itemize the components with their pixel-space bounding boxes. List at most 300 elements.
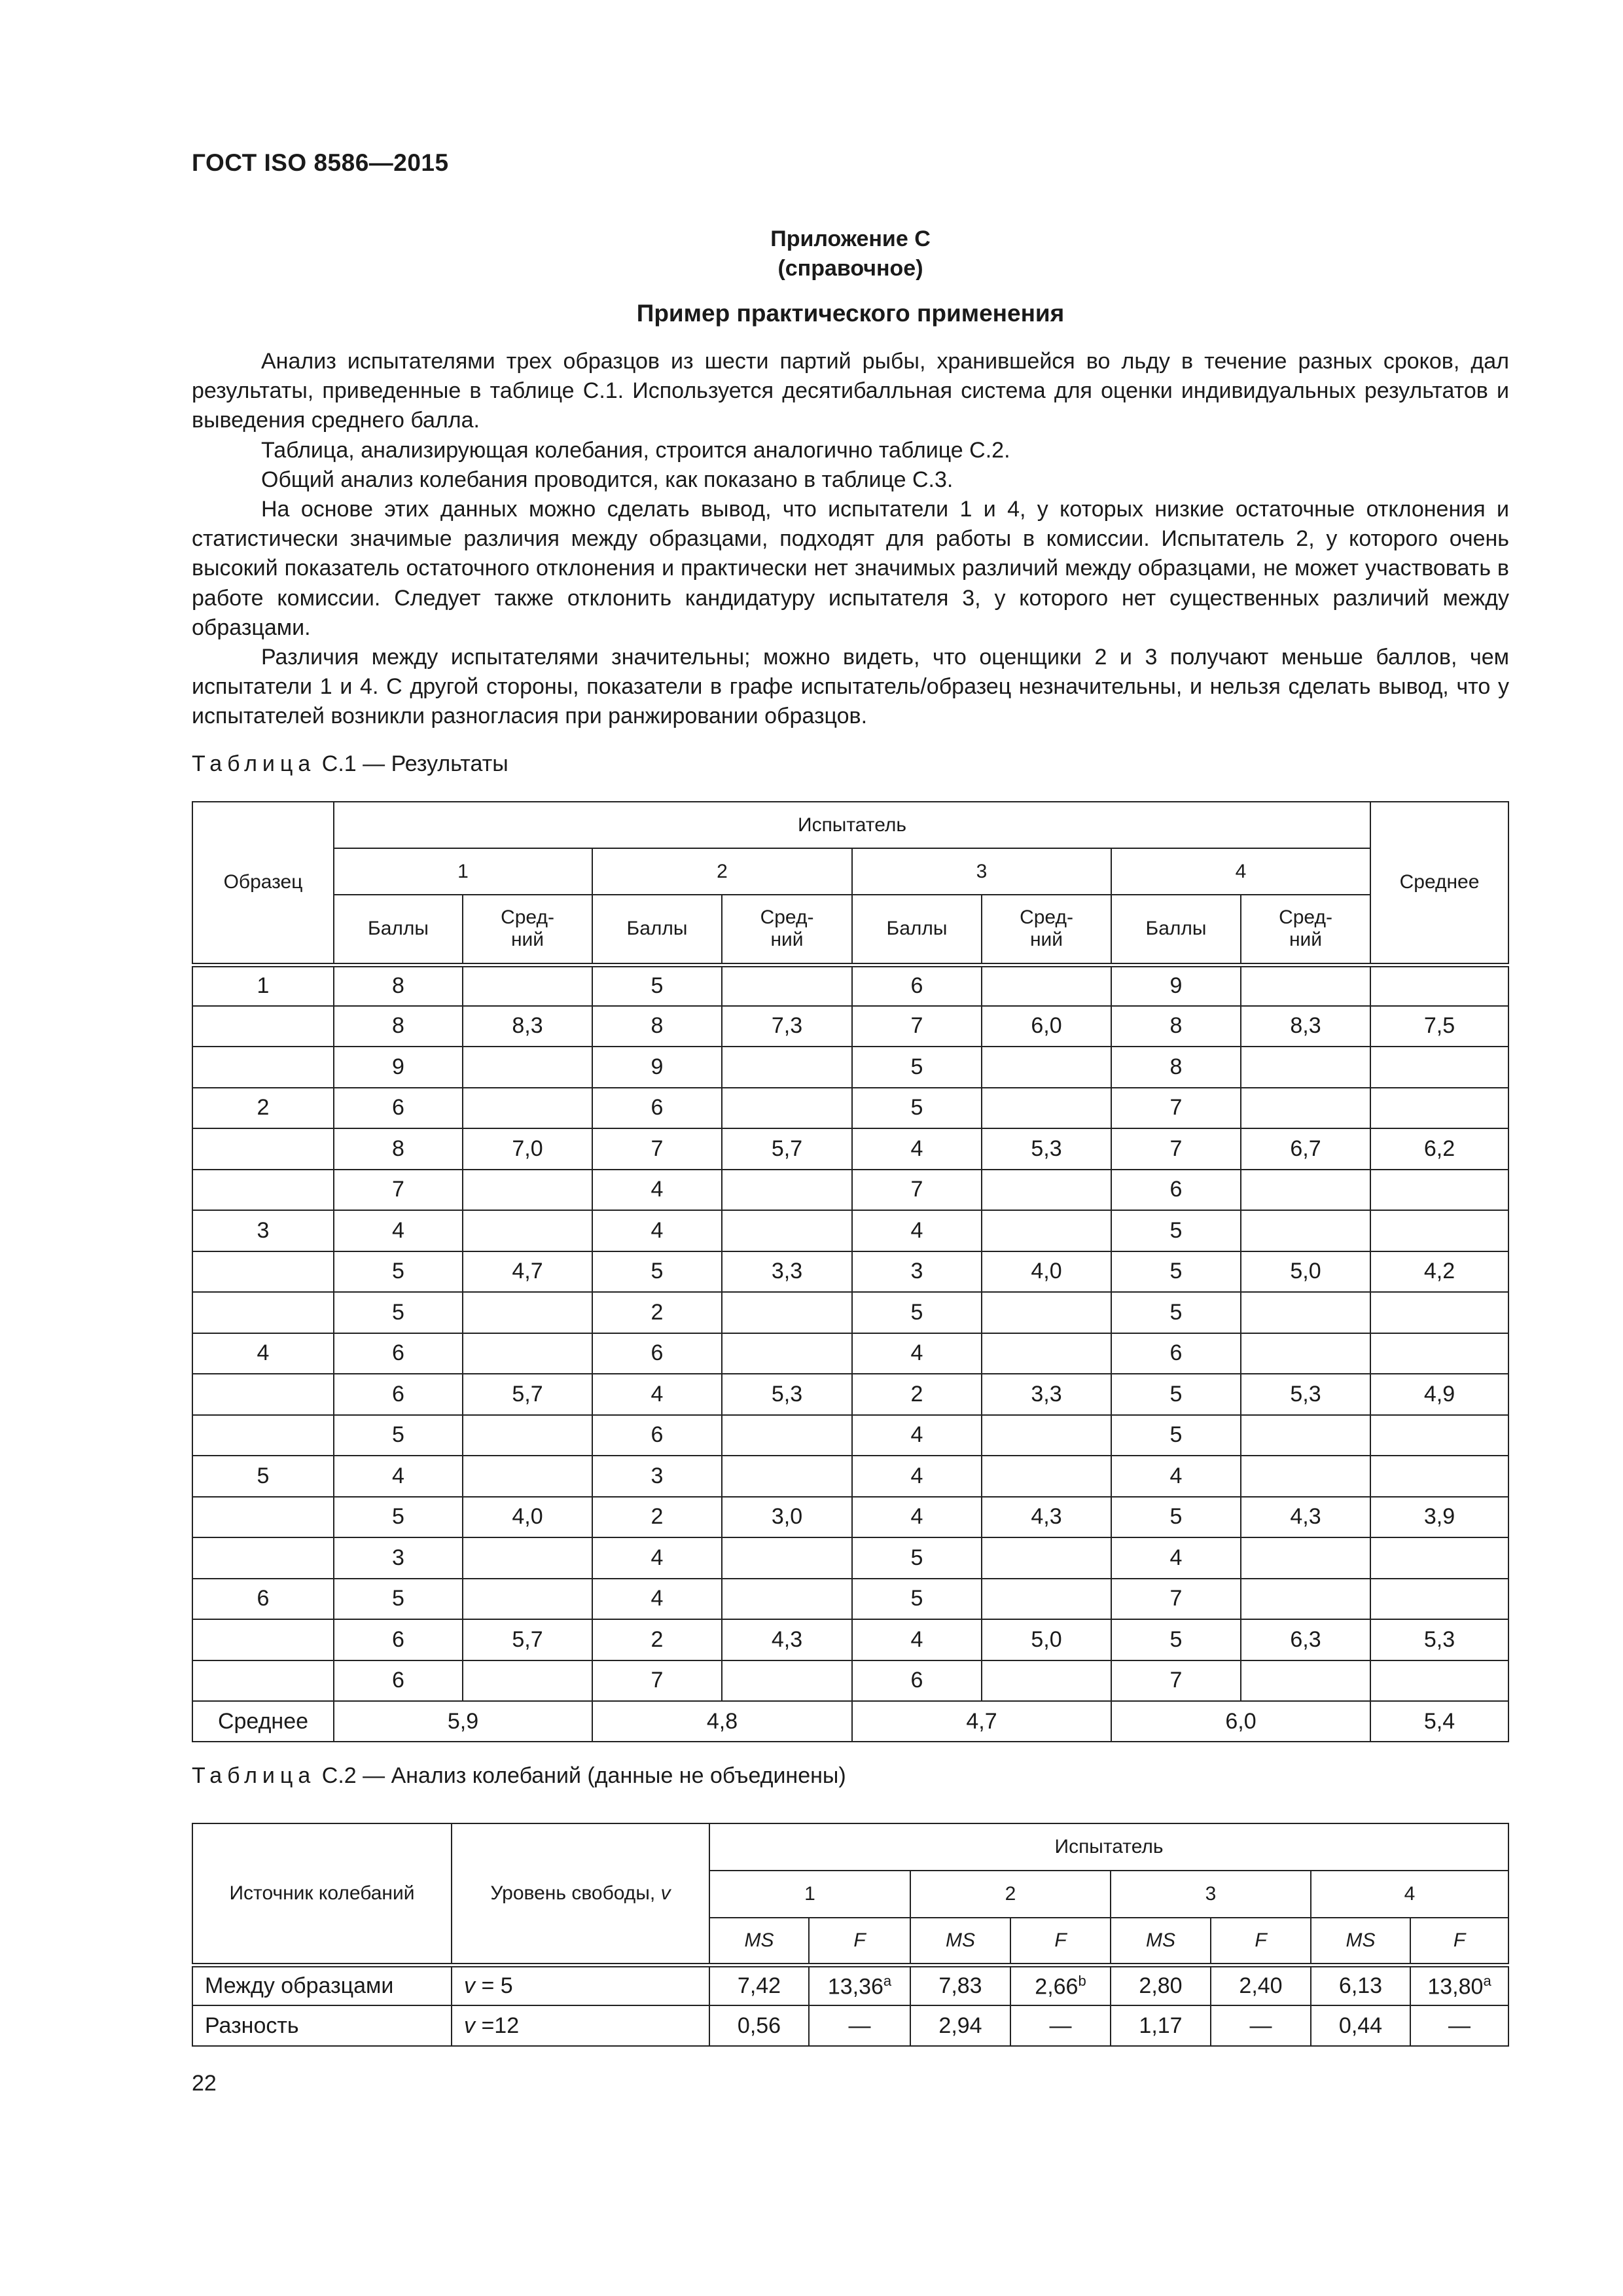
table-cell: 5 <box>334 1292 463 1333</box>
table-cell <box>982 1047 1111 1088</box>
body-text <box>192 347 1509 732</box>
f-header: F <box>809 1918 910 1965</box>
average-header <box>1241 895 1370 965</box>
table-cell: 5 <box>1111 1210 1241 1251</box>
table-cell: 6 <box>852 1660 982 1702</box>
table-cell: 6 <box>334 1333 463 1374</box>
mean-cell <box>1370 1333 1508 1374</box>
table-cell: 9 <box>592 1047 722 1088</box>
table-cell <box>982 1415 1111 1456</box>
table-row <box>192 1047 1508 1088</box>
paragraph: Анализ испытателями трех образцов из шести партий рыбы, хранившейся во льду в течение разных сроков, дал результаты, приведенные в таблице С.1. Используется десятибалльная система для оценки индивидуальных результатов и выведения среднего балла. <box>192 349 1509 433</box>
table-row <box>192 1210 1508 1251</box>
average-header <box>982 895 1111 965</box>
table-cell: 4 <box>1111 1456 1241 1497</box>
sample-cell <box>192 1660 334 1702</box>
cell-value: 2,94 <box>938 2013 982 2038</box>
footer-label: Среднее <box>192 1701 334 1742</box>
mean-cell: 7,5 <box>1370 1006 1508 1047</box>
table-row <box>192 965 1508 1006</box>
table-cell: 4,3 <box>722 1619 852 1660</box>
paragraph: На основе этих данных можно сделать вывод, что испытатели 1 и 4, у которых низкие остаточные отклонения и статистически значимые различия между образцами, подходят для работы в комиссии. Испытатель 2, у которого очень высокий показатель остаточного отклонения и практически нет значимых различий между образцами, не может участвовать в работе комиссии. Следует также отклонить кандидатуру испытателя 3, у которого нет существенных различий между образцами. <box>192 497 1509 640</box>
mean-cell: 5,3 <box>1370 1619 1508 1660</box>
dof-cell <box>452 2005 709 2046</box>
table-cell: 4 <box>852 1619 982 1660</box>
appendix-title: Приложение С <box>770 226 931 251</box>
table1-caption-text: С.1 — Результаты <box>321 751 508 776</box>
table-cell: 5,0 <box>982 1619 1111 1660</box>
table-cell: 6 <box>592 1088 722 1129</box>
f-cell <box>1410 2005 1508 2046</box>
table-cell <box>1241 1660 1370 1702</box>
table-cell: 6 <box>592 1333 722 1374</box>
cell-value: — <box>1448 2013 1471 2038</box>
average-header <box>722 895 852 965</box>
f-cell <box>1410 1965 1508 2005</box>
sample-cell <box>192 1170 334 1211</box>
table-cell: 2 <box>592 1292 722 1333</box>
table-cell: 6 <box>592 1415 722 1456</box>
table-cell <box>982 1579 1111 1620</box>
table-cell: 7,3 <box>722 1006 852 1047</box>
ms-header: MS <box>709 1918 809 1965</box>
table-cell: 7 <box>592 1660 722 1702</box>
table-cell: 4 <box>592 1170 722 1211</box>
table-cell: 5,7 <box>463 1619 592 1660</box>
f-cell <box>1211 1965 1311 2005</box>
ms-header: MS <box>910 1918 1010 1965</box>
mean-cell <box>1370 1415 1508 1456</box>
table-cell: 7 <box>1111 1128 1241 1170</box>
footer-mean-cell: 5,9 <box>334 1701 592 1742</box>
table-cell: 5,3 <box>722 1374 852 1415</box>
table-cell <box>1241 1047 1370 1088</box>
table-row <box>192 1128 1508 1170</box>
f-cell <box>1010 2005 1111 2046</box>
source-cell: Разность <box>192 2005 452 2046</box>
f-header: F <box>1410 1918 1508 1965</box>
variance-analysis-table <box>192 1823 1509 2047</box>
ms-cell <box>910 2005 1010 2046</box>
table-cell: 4 <box>852 1333 982 1374</box>
table-cell: 5 <box>592 1251 722 1293</box>
table-row <box>192 1006 1508 1047</box>
table-cell: 8,3 <box>1241 1006 1370 1047</box>
sample-cell <box>192 1619 334 1660</box>
table-cell <box>722 1088 852 1129</box>
table2-caption-text: С.2 — Анализ колебаний (данные не объединены) <box>321 1763 846 1788</box>
table-cell: 4 <box>334 1210 463 1251</box>
table-cell <box>1241 1456 1370 1497</box>
tester-number-header: 3 <box>852 848 1111 895</box>
sample-cell: 6 <box>192 1579 334 1620</box>
table-cell: 2 <box>592 1619 722 1660</box>
table-cell <box>463 1456 592 1497</box>
scores-header: Баллы <box>334 895 463 965</box>
average-header-line: ний <box>1029 929 1063 951</box>
average-header-line: ний <box>770 929 804 951</box>
table-cell: 6 <box>334 1088 463 1129</box>
f-header: F <box>1010 1918 1111 1965</box>
table-cell <box>1241 1088 1370 1129</box>
table-cell: 5 <box>1111 1619 1241 1660</box>
table-cell: 5 <box>852 1047 982 1088</box>
sample-cell <box>192 1497 334 1538</box>
table-cell: 4,7 <box>463 1251 592 1293</box>
sample-cell <box>192 1128 334 1170</box>
table-cell: 2 <box>592 1497 722 1538</box>
tester-number-header: 2 <box>592 848 852 895</box>
mean-cell <box>1370 1047 1508 1088</box>
table-cell: 5 <box>334 1415 463 1456</box>
cell-value: — <box>1049 2013 1072 2038</box>
table-cell: 6 <box>1111 1333 1241 1374</box>
table-cell: 4 <box>592 1210 722 1251</box>
mean-cell <box>1370 1456 1508 1497</box>
table-cell: 6,3 <box>1241 1619 1370 1660</box>
table-cell <box>1241 1415 1370 1456</box>
table-cell: 4 <box>592 1579 722 1620</box>
table-cell: 6 <box>334 1619 463 1660</box>
table-cell: 4 <box>852 1497 982 1538</box>
footnote-marker: a <box>883 1972 892 1989</box>
dof-symbol: v <box>464 1973 475 1998</box>
table-cell: 8 <box>1111 1006 1241 1047</box>
cell-value: 13,80 <box>1427 1973 1484 1999</box>
dof-symbol: v <box>660 1882 671 1904</box>
table-cell <box>463 1210 592 1251</box>
f-cell <box>1010 1965 1111 2005</box>
table-cell: 6 <box>334 1374 463 1415</box>
table1-caption <box>192 751 508 777</box>
table-cell <box>722 1415 852 1456</box>
table-cell: 8 <box>334 965 463 1006</box>
table-cell: 4,3 <box>982 1497 1111 1538</box>
average-header-line: ний <box>1289 929 1323 951</box>
table-cell <box>982 1170 1111 1211</box>
average-header-line: Сред- <box>760 906 814 929</box>
scores-header: Баллы <box>1111 895 1241 965</box>
dof-header-text: Уровень свободы, <box>490 1882 661 1904</box>
table-cell: 6,0 <box>982 1006 1111 1047</box>
table-row <box>192 1374 1508 1415</box>
sample-cell: 2 <box>192 1088 334 1129</box>
table-cell: 5 <box>852 1088 982 1129</box>
mean-cell <box>1370 1088 1508 1129</box>
mean-cell <box>1370 965 1508 1006</box>
f-cell <box>809 1965 910 2005</box>
table-cell: 5 <box>1111 1497 1241 1538</box>
footnote-marker: a <box>1483 1972 1491 1989</box>
table-row <box>192 1251 1508 1293</box>
table-cell: 3 <box>852 1251 982 1293</box>
table-cell: 6 <box>852 965 982 1006</box>
tester-number-header: 1 <box>334 848 592 895</box>
table1-caption-label: Таблица <box>192 751 316 776</box>
table-row <box>192 1415 1508 1456</box>
table-cell: 8 <box>1111 1047 1241 1088</box>
table-cell: 5 <box>1111 1292 1241 1333</box>
table-row <box>192 1660 1508 1702</box>
cell-value: 6,13 <box>1338 1973 1383 1998</box>
table-cell: 5 <box>1111 1374 1241 1415</box>
table-row <box>192 1292 1508 1333</box>
paragraph: Общий анализ колебания проводится, как показано в таблице С.3. <box>261 467 954 492</box>
table-cell <box>1241 965 1370 1006</box>
mean-cell <box>1370 1579 1508 1620</box>
document-code-header: ГОСТ ISO 8586—2015 <box>192 149 449 176</box>
table-cell: 9 <box>1111 965 1241 1006</box>
table-cell: 8 <box>334 1128 463 1170</box>
table-cell: 6 <box>334 1660 463 1702</box>
table-row <box>192 2005 1508 2046</box>
table-cell: 4 <box>592 1537 722 1579</box>
footnote-marker: b <box>1078 1972 1086 1989</box>
cell-value: 2,40 <box>1239 1973 1283 1998</box>
cell-value: 13,36 <box>827 1973 883 1999</box>
table-cell: 6 <box>1111 1170 1241 1211</box>
paragraph: Различия между испытателями значительны; можно видеть, что оценщики 2 и 3 получают меньше баллов, чем испытатели 1 и 4. С другой стороны, показатели в графе испытатель/образец незначительны, и нельзя сделать вывод, что у испытателей возникли разногласия при ранжировании образцов. <box>192 645 1509 729</box>
sample-cell: 3 <box>192 1210 334 1251</box>
page-number: 22 <box>192 2071 217 2096</box>
dof-cell <box>452 1965 709 2005</box>
sample-cell <box>192 1374 334 1415</box>
table-cell: 3 <box>592 1456 722 1497</box>
cell-value: 2,80 <box>1139 1973 1183 1998</box>
table-cell: 9 <box>334 1047 463 1088</box>
table-cell: 4 <box>852 1415 982 1456</box>
table-cell <box>463 1170 592 1211</box>
table-cell: 4,0 <box>982 1251 1111 1293</box>
sample-cell <box>192 1415 334 1456</box>
table-cell <box>722 1292 852 1333</box>
table-cell <box>722 965 852 1006</box>
table2-caption <box>192 1763 846 1789</box>
table-cell: 7 <box>1111 1660 1241 1702</box>
table-cell: 7 <box>334 1170 463 1211</box>
table-cell <box>722 1456 852 1497</box>
cell-value: 7,42 <box>737 1973 781 1998</box>
cell-value: 0,44 <box>1338 2013 1383 2038</box>
table-cell <box>982 1210 1111 1251</box>
dof-value: =12 <box>475 2013 520 2038</box>
average-header-line: Сред- <box>1279 906 1332 929</box>
table-cell: 7 <box>1111 1579 1241 1620</box>
table-cell <box>982 1537 1111 1579</box>
table-cell <box>463 1047 592 1088</box>
sample-cell <box>192 1537 334 1579</box>
table-cell: 5,0 <box>1241 1251 1370 1293</box>
table-cell <box>982 1088 1111 1129</box>
table-cell: 3 <box>334 1537 463 1579</box>
table-cell <box>722 1537 852 1579</box>
table-cell: 5 <box>592 965 722 1006</box>
sample-cell <box>192 1251 334 1293</box>
table-cell <box>982 965 1111 1006</box>
table-cell: 5 <box>334 1579 463 1620</box>
table-cell: 4 <box>1111 1537 1241 1579</box>
table-cell: 5,3 <box>1241 1374 1370 1415</box>
table-cell: 2 <box>852 1374 982 1415</box>
table-cell <box>1241 1292 1370 1333</box>
table-cell: 5,7 <box>722 1128 852 1170</box>
dof-header <box>452 1823 709 1965</box>
table-cell <box>722 1170 852 1211</box>
tester-number-header: 4 <box>1311 1871 1508 1918</box>
table-cell: 5 <box>1111 1415 1241 1456</box>
table-cell: 3,0 <box>722 1497 852 1538</box>
source-header: Источник колебаний <box>192 1823 452 1965</box>
table-cell: 4,0 <box>463 1497 592 1538</box>
mean-cell <box>1370 1537 1508 1579</box>
table-cell: 4 <box>334 1456 463 1497</box>
tester-number-header: 1 <box>709 1871 910 1918</box>
table-row <box>192 1456 1508 1497</box>
ms-cell <box>709 1965 809 2005</box>
cell-value: 2,66 <box>1035 1973 1079 1999</box>
tester-header: Испытатель <box>709 1823 1508 1871</box>
average-header <box>463 895 592 965</box>
table-cell: 5 <box>852 1579 982 1620</box>
footer-mean-cell: 6,0 <box>1111 1701 1370 1742</box>
table-cell: 8 <box>592 1006 722 1047</box>
tester-number-header: 3 <box>1111 1871 1311 1918</box>
table-cell: 5 <box>334 1497 463 1538</box>
table-cell: 5 <box>1111 1251 1241 1293</box>
ms-cell <box>910 1965 1010 2005</box>
table-cell: 7 <box>852 1170 982 1211</box>
table-cell: 5 <box>334 1251 463 1293</box>
cell-value: 1,17 <box>1139 2013 1183 2038</box>
table-cell: 6,7 <box>1241 1128 1370 1170</box>
average-header-line: ний <box>510 929 544 951</box>
table-cell: 5,3 <box>982 1128 1111 1170</box>
table-cell: 3,3 <box>982 1374 1111 1415</box>
table-cell <box>982 1292 1111 1333</box>
table-cell: 7,0 <box>463 1128 592 1170</box>
table-cell: 3,3 <box>722 1251 852 1293</box>
footer-mean-cell: 4,8 <box>592 1701 852 1742</box>
ms-cell <box>1111 2005 1211 2046</box>
ms-cell <box>709 2005 809 2046</box>
ms-cell <box>1311 1965 1410 2005</box>
table-cell: 7 <box>852 1006 982 1047</box>
scores-header: Баллы <box>852 895 982 965</box>
table-cell: 4 <box>852 1210 982 1251</box>
cell-value: — <box>848 2013 871 2038</box>
sample-cell <box>192 1006 334 1047</box>
table-cell <box>463 1333 592 1374</box>
f-cell <box>1211 2005 1311 2046</box>
table-cell <box>982 1456 1111 1497</box>
table-cell <box>1241 1210 1370 1251</box>
table-cell: 7 <box>592 1128 722 1170</box>
section-title: Пример практического применения <box>636 300 1065 327</box>
table-cell <box>463 1292 592 1333</box>
sample-cell <box>192 1047 334 1088</box>
sample-cell <box>192 1292 334 1333</box>
table-cell <box>463 1579 592 1620</box>
table-cell <box>463 1537 592 1579</box>
tester-header: Испытатель <box>334 802 1370 848</box>
table-row <box>192 1537 1508 1579</box>
ms-header: MS <box>1111 1918 1211 1965</box>
table-cell <box>1241 1170 1370 1211</box>
average-header-line: Сред- <box>501 906 554 929</box>
table-cell <box>722 1333 852 1374</box>
tester-number-header: 4 <box>1111 848 1370 895</box>
cell-value: 0,56 <box>737 2013 781 2038</box>
table1-footer-row <box>192 1701 1508 1742</box>
footer-mean-cell: 4,7 <box>852 1701 1111 1742</box>
cell-value: — <box>1249 2013 1272 2038</box>
table-cell <box>463 1415 592 1456</box>
appendix-type: (справочное) <box>777 256 923 281</box>
table2-caption-label: Таблица <box>192 1763 316 1788</box>
ms-cell <box>1111 1965 1211 2005</box>
average-header-line: Сред- <box>1020 906 1073 929</box>
mean-cell: 4,2 <box>1370 1251 1508 1293</box>
table-cell <box>1241 1333 1370 1374</box>
table-cell <box>1241 1579 1370 1620</box>
table-cell <box>722 1579 852 1620</box>
table-cell: 5 <box>852 1537 982 1579</box>
sample-cell: 5 <box>192 1456 334 1497</box>
table-row <box>192 1333 1508 1374</box>
f-header: F <box>1211 1918 1311 1965</box>
table-cell: 4 <box>852 1456 982 1497</box>
table-cell <box>982 1660 1111 1702</box>
mean-cell <box>1370 1170 1508 1211</box>
table-row <box>192 1088 1508 1129</box>
mean-cell: 4,9 <box>1370 1374 1508 1415</box>
table-cell <box>982 1333 1111 1374</box>
mean-cell: 3,9 <box>1370 1497 1508 1538</box>
mean-cell: 6,2 <box>1370 1128 1508 1170</box>
table-row <box>192 1619 1508 1660</box>
table-cell <box>463 965 592 1006</box>
footer-mean-cell: 5,4 <box>1370 1701 1508 1742</box>
sample-cell: 4 <box>192 1333 334 1374</box>
table-cell: 7 <box>1111 1088 1241 1129</box>
table-cell <box>1241 1537 1370 1579</box>
sample-cell: 1 <box>192 965 334 1006</box>
table-cell <box>463 1660 592 1702</box>
table-row <box>192 1497 1508 1538</box>
table-cell <box>722 1047 852 1088</box>
table-row <box>192 1579 1508 1620</box>
mean-cell <box>1370 1292 1508 1333</box>
mean-cell <box>1370 1660 1508 1702</box>
table-cell <box>463 1088 592 1129</box>
table-cell: 8,3 <box>463 1006 592 1047</box>
results-table <box>192 801 1509 1742</box>
dof-value: = 5 <box>475 1973 513 1998</box>
table-cell: 5 <box>852 1292 982 1333</box>
ms-cell <box>1311 2005 1410 2046</box>
table-cell: 4 <box>852 1128 982 1170</box>
table-cell: 4,3 <box>1241 1497 1370 1538</box>
table-cell: 8 <box>334 1006 463 1047</box>
table-row <box>192 1965 1508 2005</box>
mean-cell <box>1370 1210 1508 1251</box>
sample-header: Образец <box>192 802 334 965</box>
table-row <box>192 1170 1508 1211</box>
scores-header: Баллы <box>592 895 722 965</box>
table-cell: 5,7 <box>463 1374 592 1415</box>
cell-value: 7,83 <box>938 1973 982 1998</box>
mean-header: Среднее <box>1370 802 1508 965</box>
